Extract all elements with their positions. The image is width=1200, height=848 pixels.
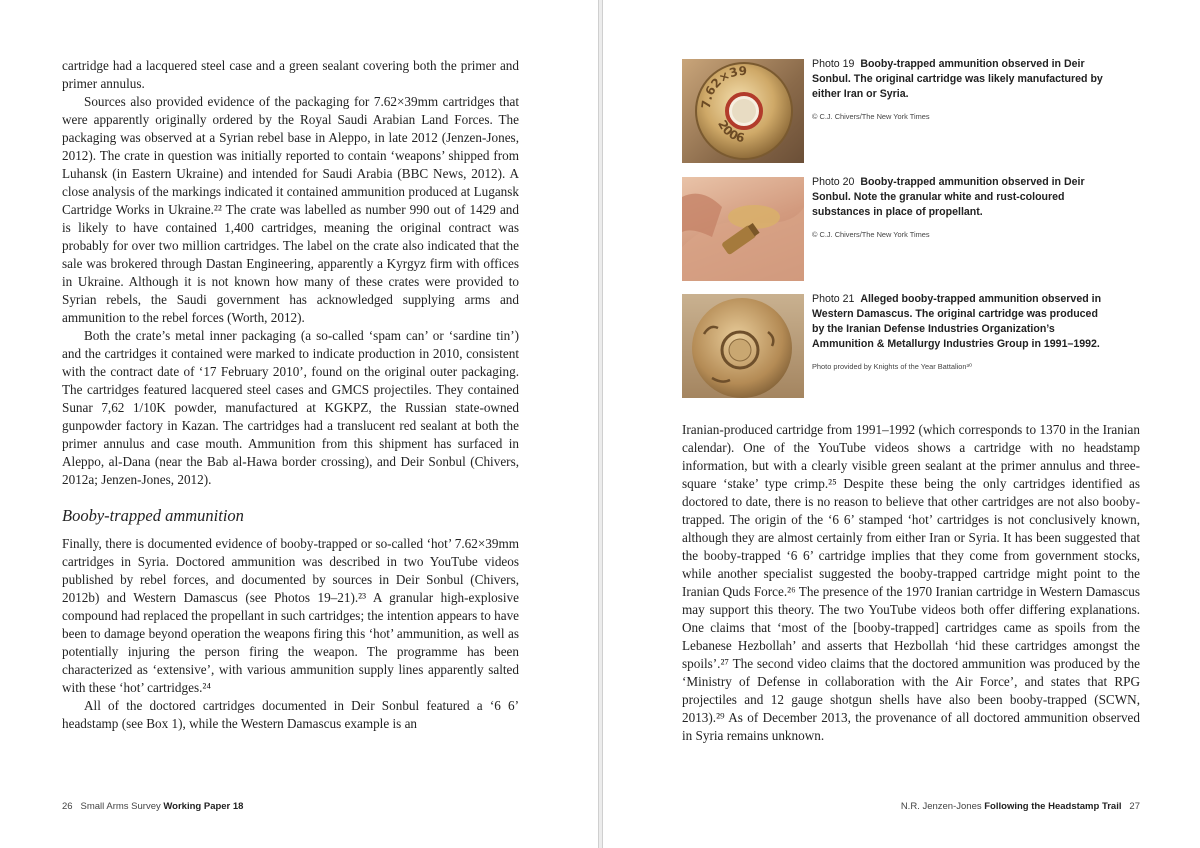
footer-author: N.R. Jenzen-Jones: [900, 801, 982, 812]
paragraph: All of the doctored cartridges documented in Deir Sonbul featured a ‘6 6’ headstamp (see Box 1), while the Western Damascus example is an: [62, 698, 519, 731]
caption-photo-20: [812, 175, 1112, 242]
right-footer: [856, 801, 1140, 812]
left-footer: [62, 801, 243, 812]
footer-title: Following the Headstamp Trail: [984, 801, 1122, 812]
right-text-column: [682, 421, 1140, 745]
paragraph: cartridge had a lacquered steel case and a green sealant covering both the primer and primer annulus.: [62, 58, 519, 91]
left-page: [0, 0, 599, 848]
footer-title: Working Paper 18: [163, 801, 244, 812]
paragraph: Finally, there is documented evidence of booby-trapped or so-called ‘hot’ 7.62×39mm cartridges in Syria. Doctored ammunition was described in two YouTube videos published by rebel forces, and documented by sources in Deir Sonbul (Chivers, 2012b) and Western Damascus (see Photos 19–21).²³ A granular high-explosive compound had replaced the propellant in such cartridges; the intention appears to have been to damage beyond operation the weapons firing this ‘hot’ ammunition, as well as potentially injuring the person firing the weapon. The programme has been characterized as ‘extensive’, with various ammunition supply lines apparently salted with these ‘hot’ cartridges.²⁴: [62, 536, 520, 695]
paragraph: Sources also provided evidence of the packaging for 7.62×39mm cartridges that were apparently originally ordered by the Royal Saudi Arabian Land Forces. The packaging was observed at a Syrian rebel base in Aleppo, in late 2012 (Jenzen-Jones, 2012). The crate in question was initially reported to contain ‘weapons’ shipped from Luhansk (in Eastern Ukraine) and intended for Saudi Arabia (BBC News, 2012). A close analysis of the markings indicated it contained ammunition produced at Lugansk Cartridge Works in Ukraine.²² The crate was labelled as number 990 out of 1429 and is likely to have contained 1,400 cartridges, meaning the original contract was probably for over two million cartridges. The label on the crate also indicated that the sale was brokered through Dastan Engineering, apparently a Kyrgyz firm with offices in Ukraine. Although it is not known how many of these crates were provided to Syrian rebels, the Saudi government has acknowledged supplying arms and ammunition to the rebel forces (Worth, 2012).: [62, 94, 519, 325]
photo-credit: © C.J. Chivers/The New York Times: [812, 112, 930, 121]
photo-caption: Alleged booby-trapped ammunition observed in Western Damascus. The original cartridge was produced by the Iranian Defense Industries Organization’s Ammunition & Metallurgy Industries Group in 1991–1992.: [812, 293, 1102, 350]
page-number: 26: [62, 801, 73, 812]
photo-caption: Booby-trapped ammunition observed in Deir Sonbul. The original cartridge was likely manufactured by either Iran or Syria.: [812, 58, 1103, 100]
caption-photo-19: [812, 57, 1112, 124]
photo-caption: Booby-trapped ammunition observed in Deir Sonbul. Note the granular white and rust-coloured substances in place of propellant.: [812, 176, 1085, 218]
page-number: 27: [1129, 801, 1140, 812]
photo-20: [682, 177, 804, 281]
photo-21: [682, 294, 804, 398]
photo-number: Photo 19: [812, 58, 855, 70]
photo-19: [682, 59, 804, 163]
headstamp-top: 7.62×39: [698, 63, 748, 110]
caption-photo-21: [812, 292, 1112, 374]
section-heading: Booby-trapped ammunition: [62, 506, 244, 525]
photo-credit: © C.J. Chivers/The New York Times: [812, 230, 930, 239]
footer-series: Small Arms Survey: [80, 801, 161, 812]
photo-number: Photo 21: [812, 293, 855, 305]
photo-number: Photo 20: [812, 176, 855, 188]
photo-credit: Photo provided by Knights of the Year Battalion³⁰: [812, 362, 972, 371]
paragraph: Both the crate’s metal inner packaging (a so-called ‘spam can’ or ‘sardine tin’) and the cartridges it contained were marked to indicate production in 2010, consistent with the contract date of ‘17 February 2010’, found on the original outer packaging. The cartridges featured lacquered steel cases and GMCS projectiles. They contained Sunar 7,62 1/10K powder, manufactured at KGKPZ, the Russian state-owned gunpowder factory in Kazan. The cartridges had a translucent red sealant at both the primer annulus and case mouth. Ammunition from this shipment has surfaced in Aleppo, al-Dana (near the Bab al-Hawa border crossing), and Deir Sonbul (Chivers, 2012a; Jenzen-Jones, 2012).: [62, 328, 519, 487]
headstamp-bottom: 2006: [715, 117, 746, 146]
paragraph: Iranian-produced cartridge from 1991–1992 (which corresponds to 1370 in the Iranian calendar). One of the YouTube videos shows a cartridge with no headstamp information, but with a clearly visible green sealant at the primer annulus and three-square ‘stake’ type crimp.²⁵ Despite these being the only cartridges identified as doctored to date, there is no reason to believe that other cartridges are not also booby-trapped. The origin of the ‘6 6’ stamped ‘hot’ cartridges is not conclusively known, although they are almost certainly from either Iran or Syria. It has been suggested that the booby-trapped ‘6 6’ cartridge implies that they come from government stocks, while another specialist suggested the booby-trapped cartridge might point to the Iranian Quds Force.²⁶ The presence of the 1970 Iranian cartridge in Western Damascus may support this theory. The two YouTube videos both offer differing explanations. One claims that ‘most of the [booby-trapped] cartridges came as spoils from the Lebanese Hezbollah’ and asserts that Hezbollah ‘hid these cartridges amongst the spoils’.²⁷ The second video claims that the doctored ammunition was produced by the ‘Ministry of Defense in collaboration with the Air Force’, and states that RPG projectiles and 12 gauge shotgun shells have also been booby-trapped (SCWN, 2013).²⁹ As of December 2013, the provenance of all doctored ammunition observed in Syria remains unknown.: [682, 422, 1140, 743]
left-text-column: [62, 57, 519, 733]
